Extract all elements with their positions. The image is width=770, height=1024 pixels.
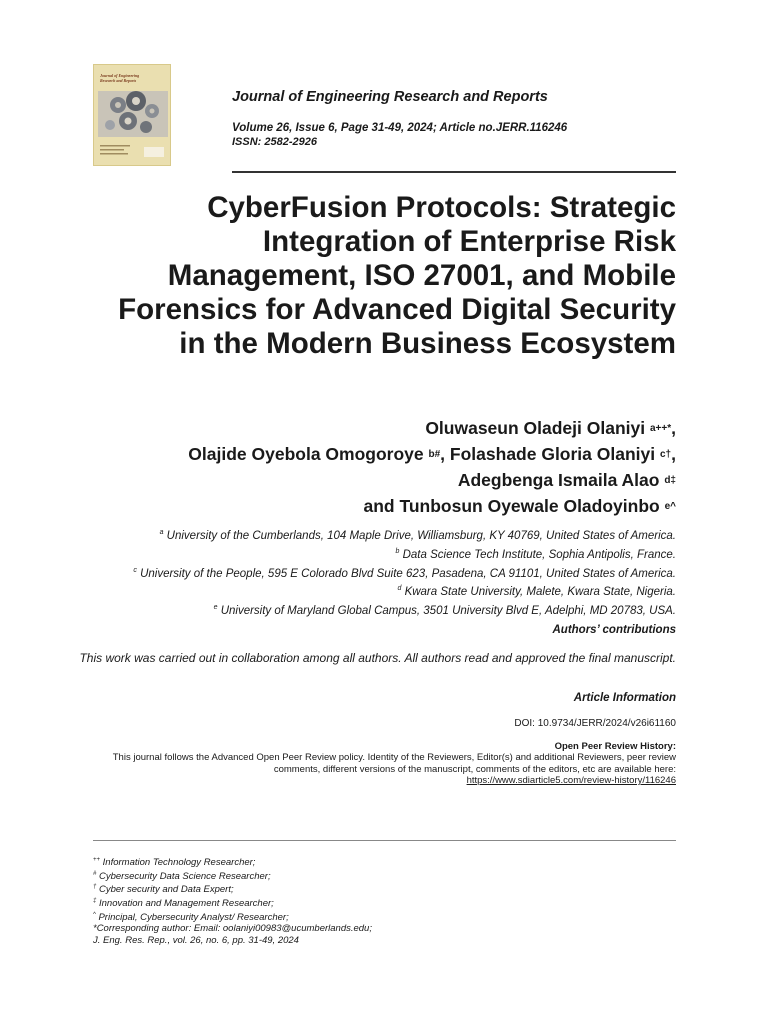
author-line-1 bbox=[56, 417, 676, 443]
author-line-3 bbox=[56, 469, 676, 495]
affiliation bbox=[76, 581, 676, 600]
cover-title bbox=[100, 73, 166, 83]
author-name: Olajide Oyebola Omogoroye bbox=[188, 444, 424, 464]
footnote-mark: # bbox=[93, 870, 97, 877]
affiliation bbox=[76, 600, 676, 619]
author-list bbox=[56, 417, 676, 521]
peer-review-text: This journal follows the Advanced Open Peer Review policy. Identity of the Reviewers, Editor(s) and additional Reviewers, peer review comments, different versions of the manuscript, comments of the editors, etc are available here: bbox=[112, 752, 676, 775]
footnote-text: Information Technology Researcher; bbox=[102, 857, 256, 869]
citation-footer: J. Eng. Res. Rep., vol. 26, no. 6, pp. 31-49, 2024 bbox=[93, 935, 299, 946]
author-affiliation-mark: a++* bbox=[649, 423, 672, 434]
contributions-heading: Authors’ contributions bbox=[552, 624, 676, 636]
affiliation-text: University of Maryland Global Campus, 3501 University Blvd E, Adelphi, MD 20783, USA. bbox=[220, 605, 676, 618]
footnote-text: Principal, Cybersecurity Analyst/ Researcher; bbox=[98, 911, 289, 923]
author-name: Adegbenga Ismaila Alao bbox=[457, 470, 660, 490]
author-line-4 bbox=[56, 495, 676, 521]
contributions-text: This work was carried out in collaboration among all authors. All authors read and approved the final manuscript. bbox=[79, 651, 676, 665]
footnote-text: Innovation and Management Researcher; bbox=[98, 898, 274, 910]
footnote-list bbox=[93, 855, 372, 935]
affiliation-mark: d bbox=[397, 585, 402, 593]
author-separator: , bbox=[671, 418, 676, 438]
affiliation bbox=[76, 563, 676, 582]
article-info-heading: Article Information bbox=[573, 692, 676, 704]
footnote-mark: ‡ bbox=[93, 897, 97, 904]
footnote-text: Cyber security and Data Expert; bbox=[98, 884, 234, 896]
author-separator: , bbox=[671, 444, 676, 464]
affiliation-mark: b bbox=[395, 547, 400, 555]
footnote bbox=[93, 855, 372, 869]
issn: ISSN: 2582-2926 bbox=[232, 136, 317, 148]
author-name: Oluwaseun Oladeji Olaniyi bbox=[425, 418, 646, 438]
author-affiliation-mark: e^ bbox=[664, 501, 676, 512]
peer-review-link[interactable]: https://www.sdiarticle5.com/review-history/116246 bbox=[466, 775, 676, 786]
footnote bbox=[93, 882, 372, 896]
journal-name: Journal of Engineering Research and Reports bbox=[232, 89, 548, 105]
author-name: Folashade Gloria Olaniyi bbox=[449, 444, 656, 464]
paper-title: CyberFusion Protocols: Strategic Integration of Enterprise Risk Management, ISO 27001, and Mobile Forensics for Advanced Digital Security in the Modern Business Ecosystem bbox=[118, 191, 676, 360]
author-name: and Tunbosun Oyewale Oladoyinbo bbox=[363, 496, 660, 516]
cover-title-line-2: Research and Reports bbox=[100, 78, 137, 83]
affiliation-text: University of the Cumberlands, 104 Maple Drive, Williamsburg, KY 40769, United States of America. bbox=[166, 529, 676, 542]
footnote-divider bbox=[93, 840, 676, 841]
footnote bbox=[93, 896, 372, 910]
affiliation-mark: c bbox=[133, 566, 137, 574]
header-divider bbox=[232, 171, 676, 173]
affiliation-text: Data Science Tech Institute, Sophia Antipolis, France. bbox=[402, 548, 676, 561]
affiliation bbox=[76, 525, 676, 544]
author-line-2 bbox=[56, 443, 676, 469]
footnote-text: Cybersecurity Data Science Researcher; bbox=[98, 870, 271, 882]
doi: DOI: 10.9734/JERR/2024/v26i61160 bbox=[514, 718, 676, 729]
affiliation-mark: e bbox=[213, 604, 218, 612]
author-affiliation-mark: b# bbox=[428, 449, 441, 460]
footnote bbox=[93, 910, 372, 924]
footnote-mark: ^ bbox=[93, 911, 96, 918]
author-separator: , bbox=[440, 444, 446, 464]
footnote bbox=[93, 869, 372, 883]
cover-title-line-1: Journal of Engineering bbox=[100, 73, 140, 78]
affiliation-text: Kwara State University, Malete, Kwara State, Nigeria. bbox=[404, 586, 676, 599]
author-affiliation-mark: d‡ bbox=[664, 475, 676, 486]
volume-info: Volume 26, Issue 6, Page 31-49, 2024; Article no.JERR.116246 bbox=[232, 122, 568, 134]
footnote bbox=[93, 923, 372, 935]
affiliation bbox=[76, 544, 676, 563]
journal-cover-image bbox=[93, 64, 171, 166]
affiliation-mark: a bbox=[159, 529, 164, 536]
affiliation-text: University of the People, 595 E Colorado Blvd Suite 623, Pasadena, CA 91101, United States of America. bbox=[140, 567, 676, 580]
corresponding-author: *Corresponding author: Email: oolaniyi00983@ucumberlands.edu; bbox=[93, 923, 372, 935]
peer-review-heading: Open Peer Review History: bbox=[554, 741, 676, 752]
footnote-mark: ++ bbox=[93, 857, 101, 863]
footnote-mark: † bbox=[93, 884, 97, 891]
affiliation-list bbox=[76, 525, 676, 619]
author-affiliation-mark: c† bbox=[660, 449, 672, 460]
